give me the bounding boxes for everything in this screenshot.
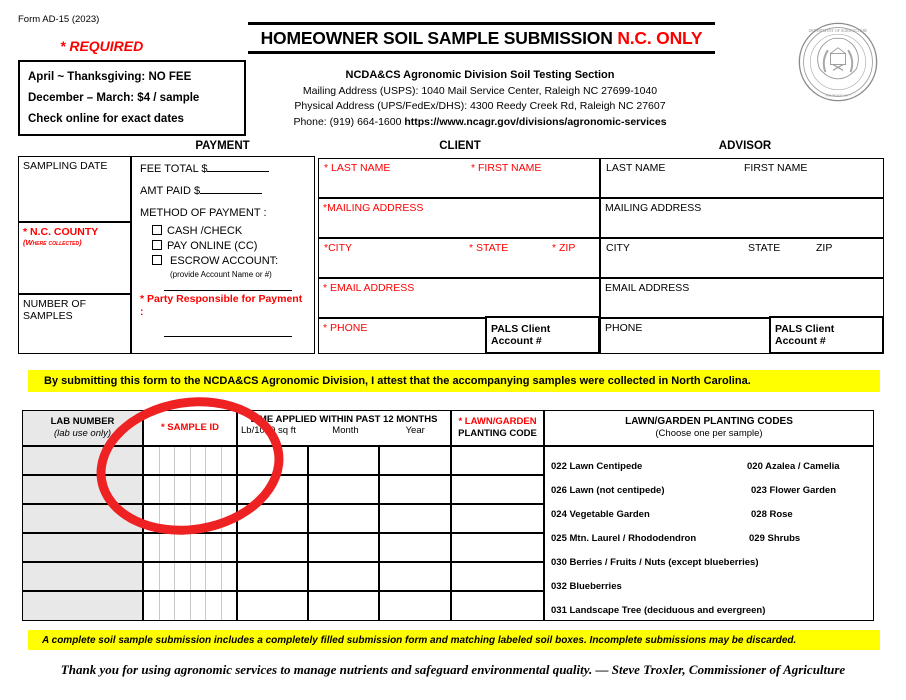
- client-label-zip: * ZIP: [552, 242, 576, 254]
- table-header-lab-number: [22, 410, 143, 446]
- sample-id-char[interactable]: [206, 534, 222, 561]
- table-header-codes-legend: [544, 410, 874, 446]
- lime-month-cell[interactable]: [308, 504, 379, 533]
- lime-month-cell[interactable]: [308, 562, 379, 591]
- planting-code-cell[interactable]: [451, 562, 544, 591]
- option-escrow-account[interactable]: [152, 254, 306, 269]
- label-nc-county: * N.C. COUNTY: [23, 226, 99, 238]
- client-field-city-state-zip[interactable]: [318, 238, 600, 278]
- header-text-codes-title: LAWN/GARDEN PLANTING CODES: [625, 416, 793, 427]
- svg-text:· FOUNDED 1877 ·: · FOUNDED 1877 ·: [823, 93, 853, 98]
- advisor-label-pals-account: PALS Client Account #: [775, 323, 835, 347]
- lime-rate-cell[interactable]: [237, 562, 308, 591]
- planting-code-item: 020 Azalea / Camelia: [747, 461, 840, 472]
- sample-id-char[interactable]: [222, 534, 237, 561]
- title-main-text: HOMEOWNER SOIL SAMPLE SUBMISSION: [260, 28, 618, 48]
- party-responsible-input[interactable]: [164, 335, 292, 337]
- sample-id-char[interactable]: [160, 563, 176, 590]
- planting-code-cell[interactable]: [451, 446, 544, 475]
- lime-month-cell[interactable]: [308, 446, 379, 475]
- client-label-state: * STATE: [469, 242, 509, 254]
- header-text-planting-code-2: PLANTING CODE: [458, 428, 537, 439]
- sample-id-cell[interactable]: [143, 475, 237, 504]
- lime-month-cell[interactable]: [308, 475, 379, 504]
- planting-code-item: 025 Mtn. Laurel / Rhododendron: [551, 533, 697, 544]
- sample-id-char[interactable]: [160, 476, 176, 503]
- advisor-label-email: EMAIL ADDRESS: [605, 282, 690, 294]
- agency-name: NCDA&CS Agronomic Division Soil Testing Section: [345, 69, 615, 81]
- physical-address-line: Physical Address (UPS/FedEx/DHS): 4300 Reedy Creek Rd, Raleigh NC 27607: [294, 100, 666, 112]
- option-pay-online[interactable]: [152, 239, 306, 254]
- lime-rate-cell[interactable]: [237, 591, 308, 621]
- lime-year-cell[interactable]: [379, 533, 451, 562]
- table-header-sample-id: [143, 410, 237, 446]
- label-amt-paid: AMT PAID $: [140, 185, 201, 197]
- planting-code-cell[interactable]: [451, 475, 544, 504]
- field-number-of-samples[interactable]: [18, 294, 131, 354]
- sample-id-char[interactable]: [144, 476, 160, 503]
- field-nc-county[interactable]: [18, 222, 131, 294]
- advisor-label-first-name: FIRST NAME: [744, 162, 808, 174]
- sample-id-cell[interactable]: [143, 591, 237, 621]
- fee-total-input[interactable]: [207, 171, 269, 172]
- payment-panel: [131, 156, 315, 354]
- required-legend: * REQUIRED: [60, 38, 144, 54]
- planting-code-item: 028 Rose: [751, 509, 793, 520]
- sample-id-char[interactable]: [191, 505, 207, 532]
- lime-year-cell[interactable]: [379, 475, 451, 504]
- header-text-lime-group: LIME APPLIED WITHIN PAST 12 MONTHS: [250, 414, 438, 425]
- header-text-lime-month: Month: [332, 425, 359, 436]
- escrow-account-input[interactable]: [164, 289, 292, 291]
- sample-id-char[interactable]: [160, 592, 176, 620]
- lime-year-cell[interactable]: [379, 591, 451, 621]
- sample-id-char[interactable]: [144, 534, 160, 561]
- table-row[interactable]: [22, 591, 143, 621]
- completeness-banner: A complete soil sample submission includes a completely filled submission form and matching labeled soil boxes. Incomplete submissions may be discarded.: [28, 630, 880, 650]
- section-caption-client: CLIENT: [439, 140, 481, 152]
- lime-year-cell[interactable]: [379, 562, 451, 591]
- advisor-label-state: STATE: [748, 242, 781, 254]
- website-link[interactable]: https://www.ncagr.gov/divisions/agronomic-services: [404, 115, 667, 128]
- header-text-codes-subtitle: (Choose one per sample): [655, 428, 763, 439]
- planting-code-cell[interactable]: [451, 533, 544, 562]
- client-label-mailing-address: *MAILING ADDRESS: [323, 202, 424, 214]
- client-label-email: * EMAIL ADDRESS: [323, 282, 415, 294]
- advisor-field-pals-account[interactable]: [769, 316, 884, 354]
- client-label-first-name: * FIRST NAME: [471, 162, 542, 174]
- form-title-block: [248, 22, 715, 54]
- fee-schedule-box: [18, 60, 246, 136]
- sample-id-char[interactable]: [222, 476, 237, 503]
- label-nc-county-sub: (Where collected): [23, 238, 82, 247]
- sample-id-char[interactable]: [191, 534, 207, 561]
- sample-id-char[interactable]: [206, 476, 222, 503]
- advisor-label-mailing-address: MAILING ADDRESS: [605, 202, 702, 214]
- advisor-field-email[interactable]: [600, 278, 884, 318]
- lime-rate-cell[interactable]: [237, 504, 308, 533]
- sample-id-char[interactable]: [144, 505, 160, 532]
- lime-year-cell[interactable]: [379, 504, 451, 533]
- sample-table: [22, 410, 874, 622]
- title-rule-bottom: [248, 51, 715, 54]
- client-field-mailing-address[interactable]: [318, 198, 600, 238]
- table-header-lime-group: [237, 410, 451, 446]
- header-text-lab-number-sub: (lab use only): [53, 428, 112, 439]
- attestation-banner: By submitting this form to the NCDA&CS Agronomic Division, I attest that the accompanying samples were collected in North Carolina.: [28, 370, 880, 392]
- table-row[interactable]: [22, 562, 143, 591]
- sample-id-cell[interactable]: [143, 504, 237, 533]
- client-label-city: *CITY: [324, 242, 353, 254]
- planting-code-item: 030 Berries / Fruits / Nuts (except blueberries): [551, 557, 759, 568]
- sample-id-char[interactable]: [175, 563, 191, 590]
- sample-id-char[interactable]: [206, 447, 222, 474]
- commissioner-thanks-note: Thank you for using agronomic services to manage nutrients and safeguard environmental quality. — Steve Troxler, Commissioner of Agriculture: [60, 662, 846, 677]
- sample-id-char[interactable]: [175, 505, 191, 532]
- title-accent-text: N.C. ONLY: [617, 28, 703, 48]
- planting-codes-legend: [544, 446, 874, 621]
- phone-and-website-line: [230, 115, 730, 131]
- table-header-planting-code: [451, 410, 544, 446]
- planting-code-item: 029 Shrubs: [749, 533, 801, 544]
- sample-id-char[interactable]: [191, 563, 207, 590]
- sample-id-cell[interactable]: [143, 562, 237, 591]
- phone-text: Phone: (919) 664-1600: [293, 115, 405, 128]
- mailing-address-line: Mailing Address (USPS): 1040 Mail Service Center, Raleigh NC 27699-1040: [302, 84, 658, 97]
- escrow-note: (provide Account Name or #): [170, 270, 272, 279]
- table-row[interactable]: [22, 533, 143, 562]
- checkbox-icon-cash-check[interactable]: [152, 225, 162, 235]
- label-number-of-samples: NUMBER OF SAMPLES: [23, 298, 86, 322]
- client-field-name-row[interactable]: [318, 158, 600, 198]
- agency-address-block: [230, 68, 730, 130]
- advisor-field-city-state-zip[interactable]: [600, 238, 884, 278]
- label-sampling-date: SAMPLING DATE: [23, 160, 108, 172]
- planting-code-item: 032 Blueberries: [551, 581, 622, 592]
- sample-id-char[interactable]: [144, 447, 160, 474]
- ncda-seal-icon: [796, 20, 880, 104]
- advisor-label-city: CITY: [606, 242, 630, 254]
- header-text-sample-id: * SAMPLE ID: [160, 422, 220, 433]
- field-amt-paid[interactable]: [140, 185, 306, 198]
- sample-id-char[interactable]: [191, 476, 207, 503]
- fee-line-1: April ~ Thanksgiving: NO FEE: [28, 71, 192, 83]
- client-field-pals-account[interactable]: [485, 316, 600, 354]
- option-label-escrow: ESCROW ACCOUNT:: [167, 255, 279, 267]
- header-text-lime-rate: Lb/1000 sq ft: [241, 425, 296, 436]
- sample-id-char[interactable]: [222, 447, 237, 474]
- client-label-pals-account: PALS Client Account #: [491, 323, 551, 347]
- label-party-responsible: * Party Responsible for Payment :: [140, 293, 303, 318]
- lime-year-cell[interactable]: [379, 446, 451, 475]
- sample-id-char[interactable]: [175, 592, 191, 620]
- header-text-planting-code-1: * LAWN/GARDEN: [458, 416, 537, 427]
- svg-text:DEPARTMENT OF AGRICULTURE: DEPARTMENT OF AGRICULTURE: [808, 28, 868, 33]
- label-method-of-payment: METHOD OF PAYMENT :: [140, 207, 267, 219]
- table-row[interactable]: [22, 446, 143, 475]
- form-number: Form AD-15 (2023): [18, 14, 100, 25]
- sample-id-cell[interactable]: [143, 446, 237, 475]
- advisor-label-zip: ZIP: [816, 242, 833, 254]
- client-field-email[interactable]: [318, 278, 600, 318]
- table-row[interactable]: [22, 504, 143, 533]
- field-sampling-date[interactable]: [18, 156, 131, 222]
- planting-code-cell[interactable]: [451, 504, 544, 533]
- sample-id-char[interactable]: [206, 505, 222, 532]
- planting-code-item: 024 Vegetable Garden: [551, 509, 650, 520]
- advisor-field-mailing-address[interactable]: [600, 198, 884, 238]
- option-label-cash-check: CASH /CHECK: [167, 225, 243, 237]
- advisor-label-last-name: LAST NAME: [606, 162, 666, 174]
- sample-id-char[interactable]: [160, 505, 176, 532]
- sample-id-char[interactable]: [191, 447, 207, 474]
- sample-id-char[interactable]: [222, 592, 237, 620]
- planting-code-item: 031 Landscape Tree (deciduous and evergreen): [551, 605, 766, 616]
- planting-code-item: 026 Lawn (not centipede): [551, 485, 665, 496]
- section-caption-payment: PAYMENT: [195, 140, 250, 152]
- lime-month-cell[interactable]: [308, 533, 379, 562]
- sample-id-char[interactable]: [160, 534, 176, 561]
- sample-id-char[interactable]: [206, 563, 222, 590]
- lime-rate-cell[interactable]: [237, 475, 308, 504]
- planting-code-item: 023 Flower Garden: [751, 485, 837, 496]
- lime-rate-cell[interactable]: [237, 533, 308, 562]
- field-fee-total[interactable]: [140, 163, 306, 176]
- sample-id-char[interactable]: [206, 592, 222, 620]
- amt-paid-input[interactable]: [200, 193, 262, 194]
- advisor-label-phone: PHONE: [605, 322, 643, 334]
- advisor-field-name-row[interactable]: [600, 158, 884, 198]
- lime-month-cell[interactable]: [308, 591, 379, 621]
- fee-line-3: Check online for exact dates: [28, 113, 184, 125]
- table-row[interactable]: [22, 475, 143, 504]
- fee-line-2: December – March: $4 / sample: [28, 92, 200, 104]
- client-label-phone: * PHONE: [323, 322, 368, 334]
- sample-id-char[interactable]: [175, 447, 191, 474]
- page-title: [248, 25, 715, 51]
- sample-id-char[interactable]: [222, 563, 237, 590]
- sample-id-char[interactable]: [160, 447, 176, 474]
- label-fee-total: FEE TOTAL $: [140, 163, 208, 175]
- sample-id-char[interactable]: [144, 592, 160, 620]
- planting-code-cell[interactable]: [451, 591, 544, 621]
- lime-rate-cell[interactable]: [237, 446, 308, 475]
- planting-code-item: 022 Lawn Centipede: [551, 461, 643, 472]
- sample-id-char[interactable]: [191, 592, 207, 620]
- checkbox-icon-escrow[interactable]: [152, 255, 162, 265]
- header-text-lime-year: Year: [405, 425, 425, 436]
- sample-id-cell[interactable]: [143, 533, 237, 562]
- section-caption-advisor: ADVISOR: [718, 140, 772, 152]
- option-cash-check[interactable]: [152, 224, 306, 239]
- sample-id-char[interactable]: [175, 476, 191, 503]
- option-label-pay-online: PAY ONLINE (CC): [167, 240, 258, 252]
- header-text-lab-number: LAB NUMBER: [50, 416, 115, 427]
- client-label-last-name: * LAST NAME: [324, 162, 391, 174]
- checkbox-icon-pay-online[interactable]: [152, 240, 162, 250]
- sample-id-char[interactable]: [175, 534, 191, 561]
- sample-id-char[interactable]: [222, 505, 237, 532]
- sample-id-char[interactable]: [144, 563, 160, 590]
